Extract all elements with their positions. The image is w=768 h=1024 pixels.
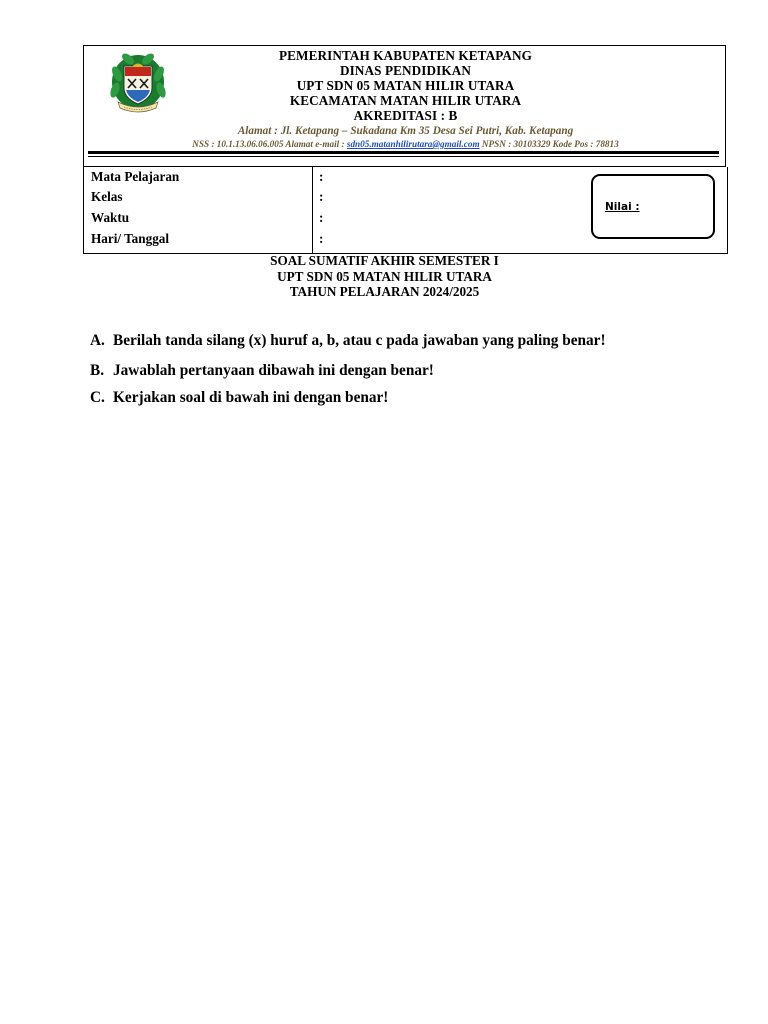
info-colon: : [319,189,324,204]
info-colon: : [319,210,324,225]
district-name: KECAMATAN MATAN HILIR UTARA [289,93,522,108]
info-label: Hari/ Tanggal [91,231,170,246]
instruction-letter: B. [90,362,105,379]
score-label: Nilai : [605,201,640,213]
exam-year: TAHUN PELAJARAN 2024/2025 [289,284,480,299]
letterhead-thin-rule [88,156,719,157]
instruction-list [90,332,650,406]
instruction-item [90,362,650,379]
school-contact [84,138,727,151]
school-address: Alamat : Jl. Ketapang – Sukadana Km 35 Desa Sei Putri, Kab. Ketapang [237,125,574,137]
nss-text: NSS : 10.1.13.06.06.005 Alamat e-mail : [192,139,347,149]
instruction-text: Kerjakan soal di bawah ini dengan benar! [113,389,389,406]
email-link[interactable]: sdn05.matanhilirutara@gmail.com [346,139,480,149]
letterhead-text [84,48,727,151]
accreditation: AKREDITASI : B [353,108,458,123]
info-label: Waktu [91,210,130,225]
instruction-item [90,389,650,406]
exam-title: SOAL SUMATIF AKHIR SEMESTER I [270,253,499,268]
department-name: DINAS PENDIDIKAN [340,63,471,78]
info-colon: : [319,231,324,246]
info-label: Kelas [91,189,123,204]
instruction-item [90,332,650,349]
instruction-text: Jawablah pertanyaan dibawah ini dengan benar! [113,362,434,379]
info-label: Mata Pelajaran [91,169,180,184]
instruction-letter: A. [90,332,105,349]
npsn-text: NPSN : 30103329 Kode Pos : 78813 [479,139,619,149]
student-info-box [83,167,728,254]
school-name: UPT SDN 05 MATAN HILIR UTARA [296,78,515,93]
exam-school: UPT SDN 05 MATAN HILIR UTARA [277,268,492,284]
exam-title-block [83,253,686,300]
instruction-letter: C. [90,389,105,406]
score-box [591,174,715,239]
letterhead-thick-rule [88,151,719,154]
info-colon: : [319,169,324,184]
government-name: PEMERINTAH KABUPATEN KETAPANG [279,48,532,63]
instruction-text: Berilah tanda silang (x) huruf a, b, atau c pada jawaban yang paling benar! [113,332,606,349]
letterhead [83,45,726,167]
